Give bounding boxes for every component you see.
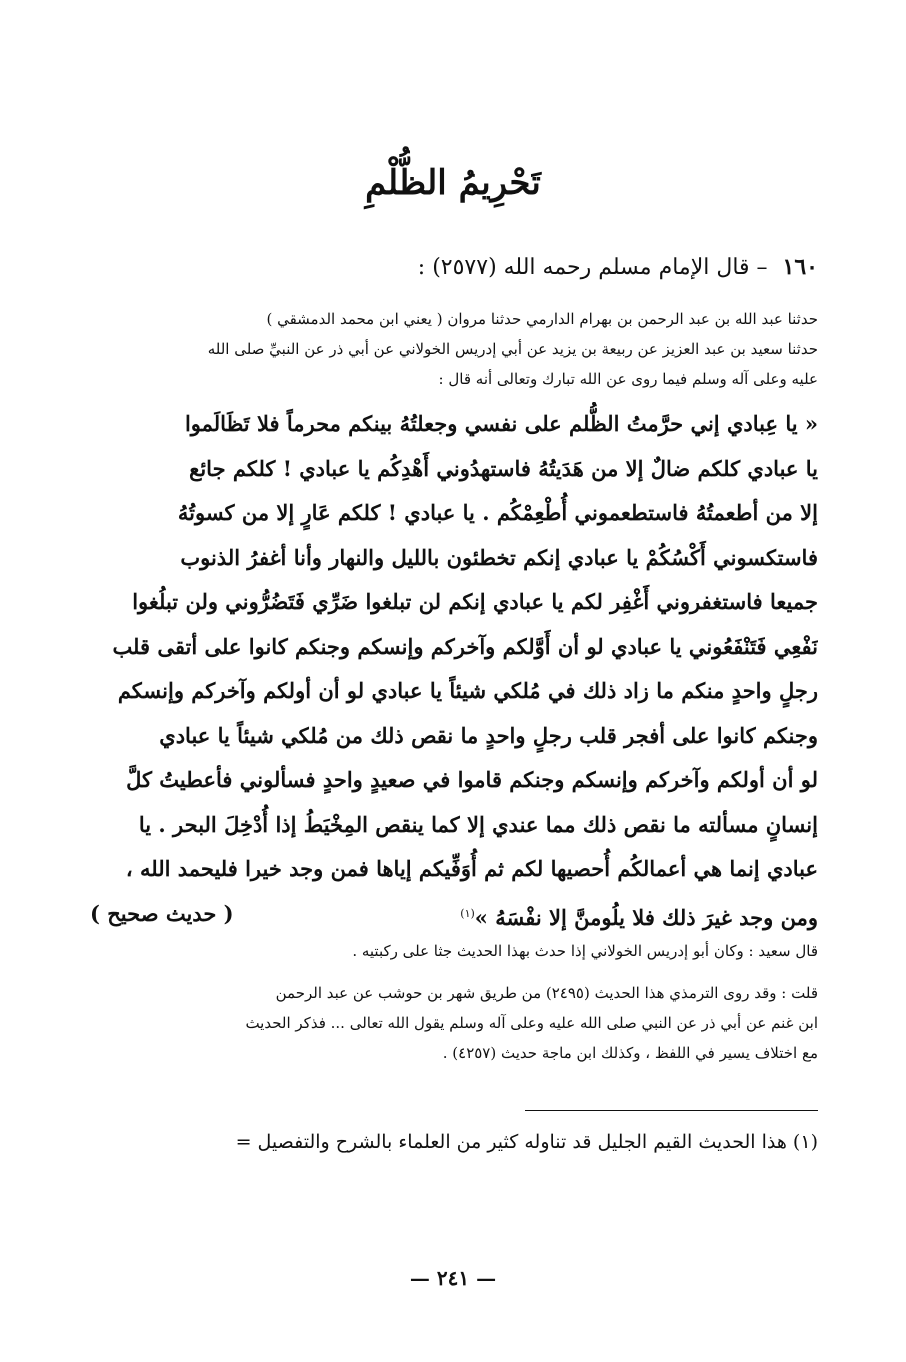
hadith-line: رجلٍ واحدٍ منكم ما زاد ذلك في مُلكي شيئاً يا عبادي لو أن أولكم وآخركم وإنسكم: [117, 678, 818, 703]
isnad-line: حدثنا سعيد بن عبد العزيز عن ربيعة بن يزيد عن أبي إدريس الخولاني عن أبي ذر عن النبيِّ صلى الله: [207, 340, 818, 358]
hadith-line: « يا عِبادي إني حرَّمتُ الظُّلم على نفسي وجعلتُهُ بينكم محرماً فلا تَظَالَموا: [184, 411, 818, 436]
page-number: — ٢٤١ —: [409, 1266, 497, 1290]
footnote-divider: [525, 1110, 818, 1111]
footnote-marker: (١): [460, 906, 475, 920]
isnad-line: عليه وعلى آله وسلم فيما روى عن الله تبارك وتعالى أنه قال :: [438, 370, 818, 388]
comment-line: قلت : وقد روى الترمذي هذا الحديث (٢٤٩٥) من طريق شهر بن حوشب عن عبد الرحمن: [275, 984, 818, 1002]
hadith-last-line: [90, 892, 818, 937]
hadith-line: إلا من أطعمتُهُ فاستطعموني أُطْعِمْكُم . يا عبادي ! كلكم عَارٍ إلا من كسوتُهُ: [177, 500, 818, 525]
paragraph-gap: [90, 966, 818, 978]
hadith-grade: ( حديث صحيح ): [90, 900, 234, 926]
comment-line: مع اختلاف يسير في اللفظ ، وكذلك ابن ماجة حديث (٤٢٥٧) .: [442, 1044, 818, 1062]
isnad-line: حدثنا عبد الله بن عبد الرحمن بن بهرام الدارمي حدثنا مروان ( يعني ابن محمد الدمشقي ): [266, 310, 818, 328]
hadith-line: فاستكسوني أَكْسُكُمْ يا عبادي إنكم تخطئون بالليل والنهار وأنا أغفرُ الذنوب: [180, 544, 818, 570]
hadith-text: [90, 402, 818, 936]
hadith-line: جميعا فاستغفروني أَغْفِر لكم يا عبادي إنكم لن تبلغوا ضَرِّي فَتَضُرُّوني ولن تبلُغوا: [132, 589, 818, 614]
hadith-line: وجنكم كانوا على أفجر قلب رجلٍ واحدٍ ما نقص ذلك من مُلكي شيئاً يا عبادي: [159, 722, 818, 748]
hadith-closing-words: ومن وجد غيرَ ذلك فلا يلُومنَّ إلا نفْسَهُ »: [474, 904, 818, 930]
hadith-line: لو أن أولكم وآخركم وإنسكم وجنكم قاموا في صعيدٍ واحدٍ فسألوني فأعطيتُ كلَّ: [126, 767, 818, 792]
isnad-paragraph: [90, 304, 818, 394]
hadith-line: إنسانٍ مسألته ما نقص ذلك مما عندي إلا كما ينقص المِخْيَطُ إذا أُدْخِلَ البحر . يا: [138, 811, 818, 837]
hadith-line: نَفْعِي فَتَنْفَعُوني يا عبادي لو أن أَوَّلكم وآخركم وإنسكم وجنكم كانوا على أتقى قلب: [112, 633, 818, 659]
commentary: [90, 936, 818, 1068]
saeed-note: قال سعيد : وكان أبو إدريس الخولاني إذا حدث بهذا الحديث جثا على ركبتيه .: [352, 942, 818, 960]
hadith-closing-text: [460, 892, 818, 937]
hadith-heading: [90, 250, 818, 285]
hadith-line: عبادي إنما هي أعمالكُم أُحصيها لكم ثم أُوَفِّيكم إياها فمن وجد خيرا فليحمد الله ،: [125, 856, 818, 881]
comment-line: ابن غنم عن أبي ذر عن النبي صلى الله عليه وعلى آله وسلم يقول الله تعالى ... فذكر الحديث: [245, 1014, 818, 1032]
hadith-line: يا عبادي كلكم ضالٌ إلا من هَدَيتُهُ فاستهدُوني أَهْدِكُم يا عبادي ! كلكم جائع: [189, 455, 818, 481]
footnote: (١) هذا الحديث القيم الجليل قد تناوله كثير من العلماء بالشرح والتفصيل =: [235, 1131, 818, 1153]
hadith-heading-text: – قال الإمام مسلم رحمه الله (٢٥٧٧) :: [417, 255, 768, 280]
page-title: تَحْرِيمُ الظُّلْمِ: [365, 163, 541, 203]
hadith-number: ١٦٠: [782, 254, 818, 280]
